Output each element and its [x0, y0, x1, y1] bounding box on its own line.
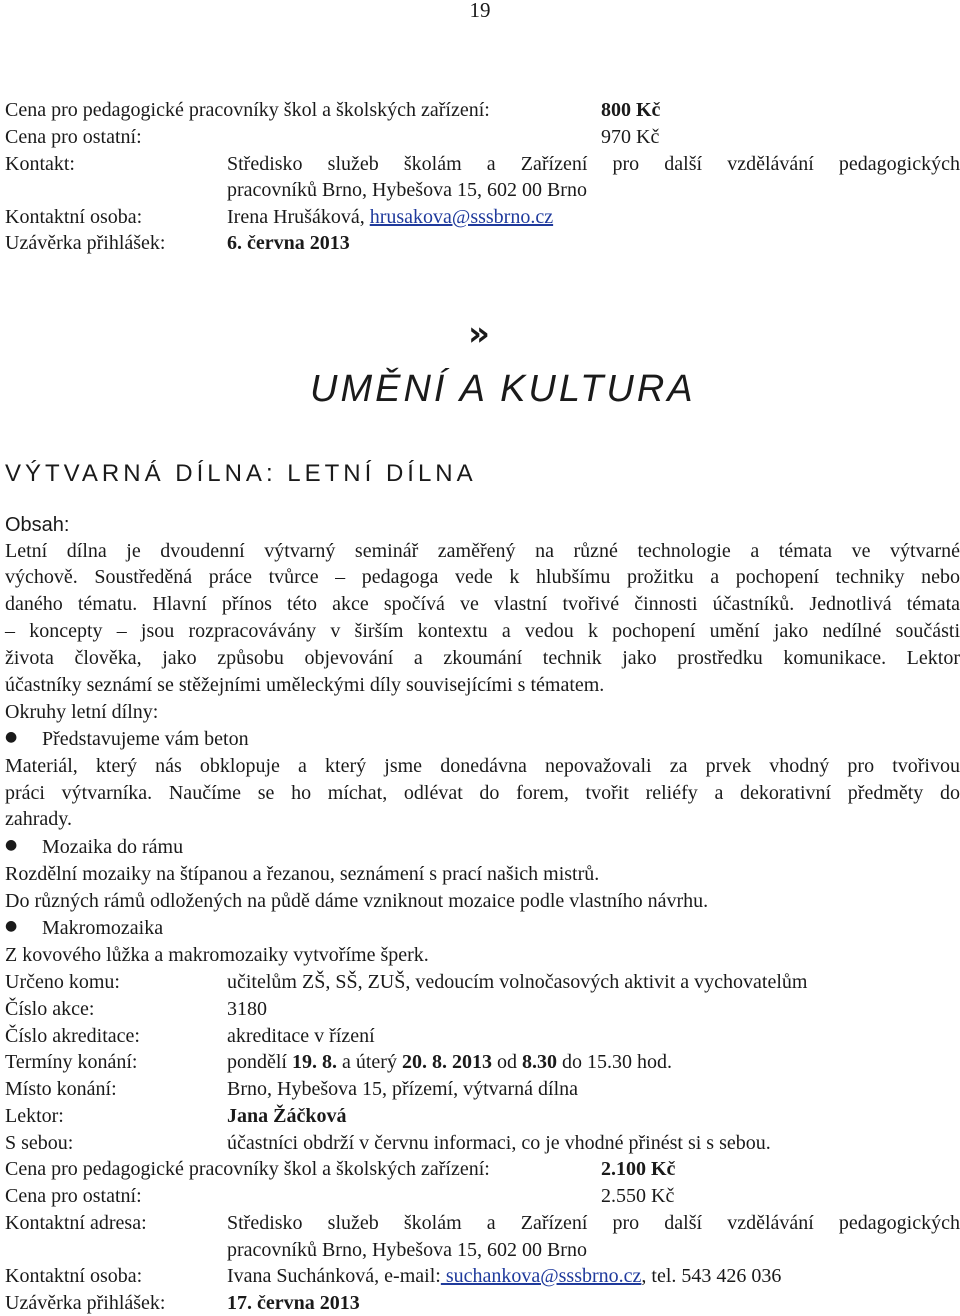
price-teachers-label: Cena pro pedagogické pracovníky škol a školských zařízení: — [5, 99, 490, 121]
address-line1: Středisko služeb školám a Zařízení pro další vzdělávání pedagogických — [227, 1212, 960, 1234]
obsah-label: Obsah: — [5, 514, 70, 536]
contact-email-link[interactable]: suchankova@sssbrno.cz — [440, 1265, 642, 1287]
topic-text: práci výtvarníka. Naučíme se ho míchat, odlévat do forem, tvořit reliéfy a dekorativní předměty do — [5, 782, 960, 804]
price-teachers-label: Cena pro pedagogické pracovníky škol a školských zařízení: — [5, 1158, 490, 1180]
bullet-icon: ● — [5, 729, 18, 745]
lektor-value: Jana Žáčková — [227, 1105, 347, 1127]
price-other-value: 2.550 Kč — [601, 1185, 675, 1207]
topic-title: Představujeme vám beton — [42, 728, 249, 750]
misto-value: Brno, Hybešova 15, přízemí, výtvarná dílna — [227, 1078, 579, 1100]
topic-title: Makromozaika — [42, 917, 164, 939]
cislo-akce-label: Číslo akce: — [5, 998, 95, 1020]
bullet-icon: ● — [5, 918, 18, 934]
paragraph-line: – koncepty – jsou rozpracovávány v širším kontextu a vedou k pochopení umění jako nedílné součásti — [5, 620, 960, 642]
section-title: UMĚNÍ A KULTURA — [310, 368, 696, 410]
topic-text: Do různých rámů odložených na půdě dáme vzniknout mozaice podle vlastního návrhu. — [5, 890, 709, 912]
address-line2: pracovníků Brno, Hybešova 15, 602 00 Brno — [227, 1239, 587, 1261]
price-other-label: Cena pro ostatní: — [5, 1185, 142, 1207]
contact-person — [227, 1263, 781, 1289]
deadline-label: Uzávěrka přihlášek: — [5, 232, 166, 254]
price-teachers-value: 800 Kč — [601, 99, 661, 121]
course-title: VÝTVARNÁ DÍLNA: LETNÍ DÍLNA — [5, 460, 477, 487]
topic-text: Z kovového lůžka a makromozaiky vytvoříme šperk. — [5, 944, 429, 966]
page-number: 19 — [469, 0, 491, 22]
price-teachers-value: 2.100 Kč — [601, 1158, 676, 1180]
paragraph-line: života člověka, jako způsobu objevování a zkoumání technik jako prostředku komunikace. Lektor — [5, 647, 960, 669]
contact-person-label: Kontaktní osoba: — [5, 1265, 143, 1287]
contact-person-label: Kontaktní osoba: — [5, 206, 143, 228]
terminy-label: Termíny konání: — [5, 1051, 138, 1073]
bullet-icon: ● — [5, 837, 18, 853]
terminy-text: a úterý — [337, 1051, 402, 1073]
deadline-value: 17. června 2013 — [227, 1292, 360, 1314]
akreditace-value: akreditace v řízení — [227, 1025, 375, 1047]
terminy-date1: 19. 8. — [292, 1051, 337, 1073]
urceno-value: učitelům ZŠ, SŠ, ZUŠ, vedoucím volnočasových aktivit a vychovatelům — [227, 971, 808, 993]
urceno-label: Určeno komu: — [5, 971, 120, 993]
contact-person-name: Ivana Suchánková, e-mail: — [227, 1265, 441, 1287]
contact-label: Kontakt: — [5, 153, 75, 175]
topic-text: Materiál, který nás obklopuje a který jsme donedávna nepovažovali za prvek vhodný pro tvořivou — [5, 755, 960, 777]
address-label: Kontaktní adresa: — [5, 1212, 147, 1234]
topic-title: Mozaika do rámu — [42, 836, 184, 858]
terminy-value — [227, 1049, 672, 1075]
paragraph-line: Letní dílna je dvoudenní výtvarný seminář zaměřený na různé technologie a témata ve výtvarné — [5, 540, 960, 562]
deadline-label: Uzávěrka přihlášek: — [5, 1292, 166, 1314]
terminy-date2: 20. 8. 2013 — [401, 1051, 492, 1073]
price-other-value: 970 Kč — [601, 126, 660, 148]
misto-label: Místo konání: — [5, 1078, 117, 1100]
terminy-text: od — [491, 1051, 522, 1073]
deadline-value: 6. června 2013 — [227, 232, 350, 254]
price-other-label: Cena pro ostatní: — [5, 126, 142, 148]
terminy-time: 8.30 — [521, 1051, 557, 1073]
contact-email-link[interactable]: hrusakova@sssbrno.cz — [369, 206, 554, 228]
terminy-text: do 15.30 hod. — [556, 1051, 672, 1073]
sebou-value: účastníci obdrží v červnu informaci, co je vhodné přinést si s sebou. — [227, 1132, 771, 1154]
double-arrow-icon: » — [468, 314, 490, 354]
contact-line2: pracovníků Brno, Hybešova 15, 602 00 Brno — [227, 179, 587, 201]
okruhy-label: Okruhy letní dílny: — [5, 701, 159, 723]
topic-text: Rozdělní mozaiky na štípanou a řezanou, seznámení s prací našich mistrů. — [5, 863, 600, 885]
contact-person — [227, 204, 553, 230]
cislo-akce-value: 3180 — [227, 998, 267, 1020]
lektor-label: Lektor: — [5, 1105, 64, 1127]
contact-phone: , tel. 543 426 036 — [641, 1265, 782, 1287]
contact-line1: Středisko služeb školám a Zařízení pro další vzdělávání pedagogických — [227, 153, 960, 175]
contact-person-name: Irena Hrušáková, — [227, 206, 365, 228]
paragraph-line: výchově. Soustředěná práce tvůrce – pedagoga vede k hlubšímu prožitku a pochopení techniky nebo — [5, 566, 960, 588]
sebou-label: S sebou: — [5, 1132, 74, 1154]
terminy-text: pondělí — [227, 1051, 292, 1073]
akreditace-label: Číslo akreditace: — [5, 1025, 140, 1047]
paragraph-line: daného tématu. Hlavní přínos této akce spočívá ve vlastní tvořivé činnosti účastníků. Jednotlivá témata — [5, 593, 960, 615]
topic-text: zahrady. — [5, 808, 72, 830]
paragraph-line: účastníky seznámí se stěžejními uměleckými díly souvisejícími s tématem. — [5, 674, 605, 696]
